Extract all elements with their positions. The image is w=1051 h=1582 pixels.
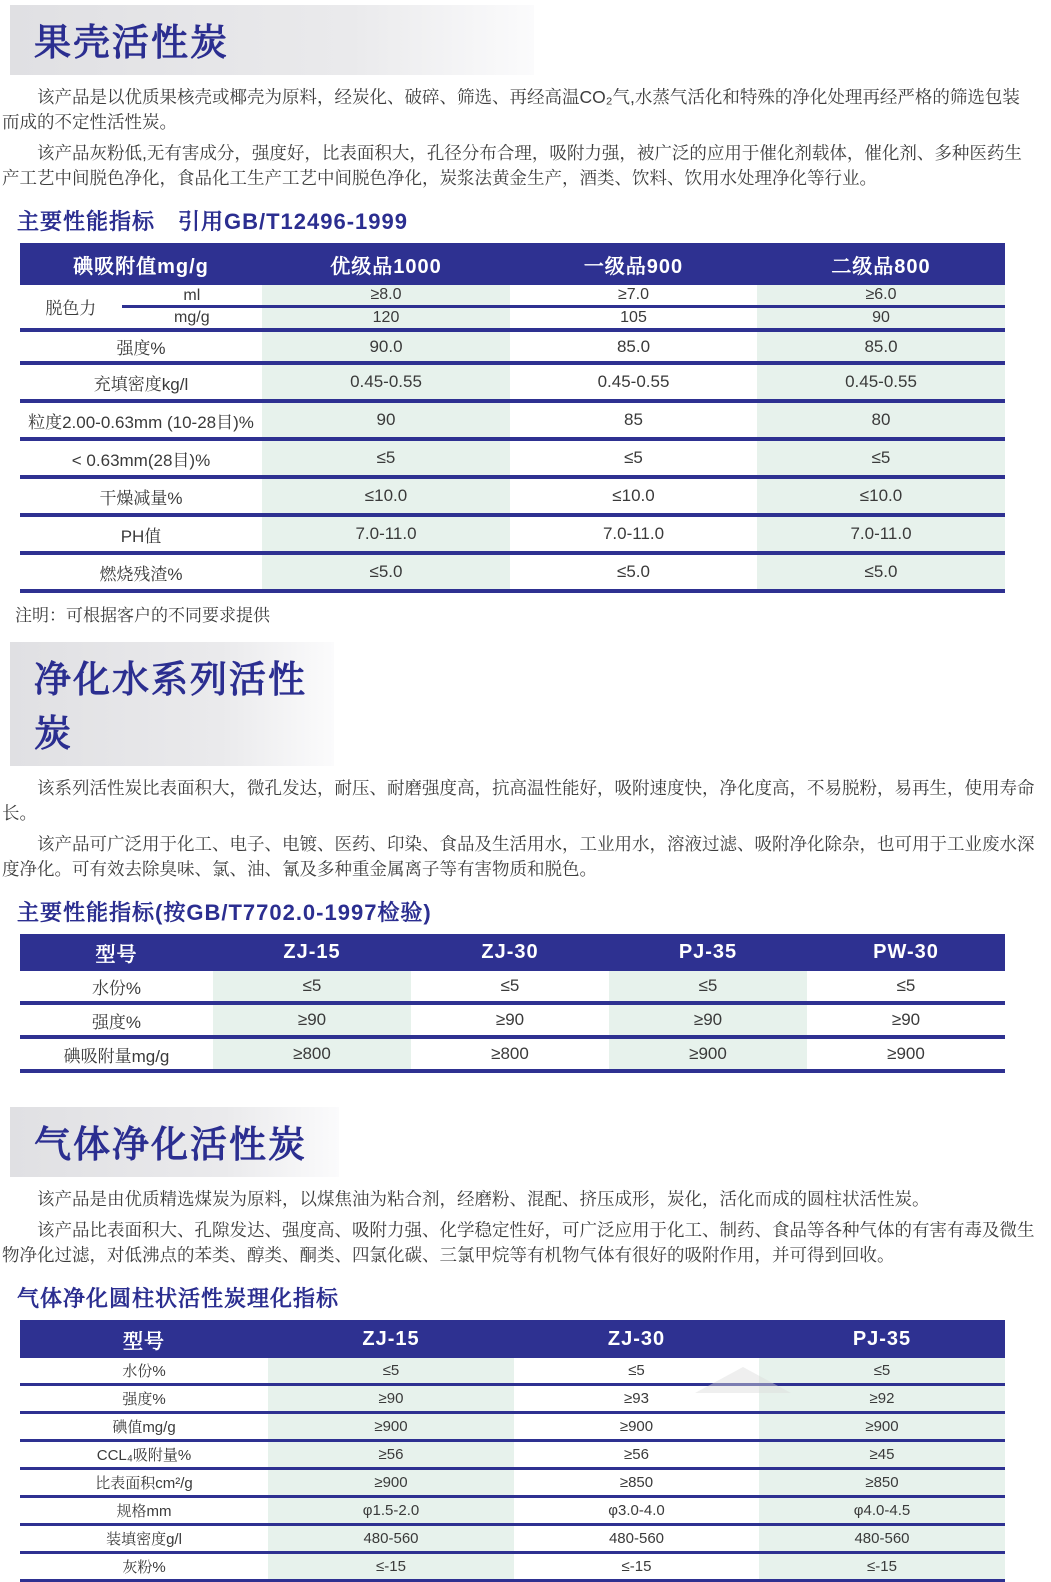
cell-value: ≤5 [510, 439, 757, 477]
spec-table-shell-carbon [20, 243, 1005, 593]
row-label: 强度% [20, 330, 262, 363]
cell-value: ≥900 [514, 1413, 759, 1441]
section-paragraph: 该产品是由优质精选煤炭为原料，以煤焦油为粘合剂，经磨粉、混配、挤压成形，炭化，活化而成的圆柱状活性炭。 [37, 1189, 930, 1209]
cell-value: ≥850 [514, 1469, 759, 1497]
cell-value: ≤5.0 [757, 553, 1005, 591]
cell-value: φ1.5-2.0 [268, 1497, 514, 1525]
cell-value: 480-560 [514, 1525, 759, 1553]
section-paragraph: 该产品灰粉低,无有害成分，强度好，比表面积大，孔径分布合理，吸附力强，被广泛的应用于催化剂载体，催化剂、多种医药生产工艺中间脱色净化，食品化工生产工艺中间脱色净化，炭浆法黄金生产，酒类、饮料、饮用水处理净化等行业。 [2, 143, 1022, 188]
table-row [20, 285, 1005, 307]
cell-value: 7.0-11.0 [757, 515, 1005, 553]
cell-value: ≤5.0 [262, 553, 510, 591]
table-row [20, 1385, 1005, 1413]
cell-value: ≥90 [411, 1003, 609, 1037]
cell-value: ≥92 [759, 1385, 1005, 1413]
section-paragraph: 该产品可广泛用于化工、电子、电镀、医药、印染、食品及生活用水，工业用水，溶液过滤、吸附净化除杂，也可用于工业废水深度净化。可有效去除臭味、氯、油、氰及多种重金属离子等有害物质和脱色。 [2, 834, 1035, 879]
cell-value: ≥90 [609, 1003, 807, 1037]
cell-value: ≤10.0 [510, 477, 757, 515]
cell-value: ≤5 [757, 439, 1005, 477]
cell-value: 480-560 [759, 1525, 1005, 1553]
table-row [20, 1358, 1005, 1385]
cell-value: 85.0 [757, 330, 1005, 363]
note-text: 注明：可根据客户的不同要求提供 [15, 606, 270, 625]
cell-value: ≤5 [759, 1358, 1005, 1385]
cell-value: ≤-15 [268, 1553, 514, 1581]
cell-value: ≥800 [411, 1037, 609, 1071]
cell-value: ≤5.0 [510, 553, 757, 591]
column-header: 优级品1000 [262, 243, 510, 285]
cell-value: ≥56 [268, 1441, 514, 1469]
cell-value: ≥90 [213, 1003, 411, 1037]
table-row [20, 477, 1005, 515]
cell-value: ≥7.0 [510, 285, 757, 307]
table-row [20, 553, 1005, 591]
row-label: 强度% [20, 1385, 268, 1413]
cell-value: ≤5 [411, 971, 609, 1003]
cell-value: ≥45 [759, 1441, 1005, 1469]
cell-value: ≥800 [213, 1037, 411, 1071]
cell-value: ≥900 [759, 1413, 1005, 1441]
table-row [20, 1553, 1005, 1581]
row-label: 灰粉% [20, 1553, 268, 1581]
row-label: 脱色力 [45, 299, 97, 318]
cell-value: ≤5 [609, 971, 807, 1003]
row-label: 装填密度g/l [20, 1525, 268, 1553]
cell-value: ≤5 [514, 1358, 759, 1385]
section-title-shell-carbon: 果壳活性炭 [10, 5, 534, 75]
cell-value: ≤-15 [759, 1553, 1005, 1581]
cell-value: 90 [757, 307, 1005, 331]
table-row [20, 1497, 1005, 1525]
section-gas-carbon [0, 1107, 1051, 1582]
cell-value: 85.0 [510, 330, 757, 363]
column-header: PJ-35 [759, 1320, 1005, 1358]
cell-value: ≥900 [268, 1413, 514, 1441]
section-title-gas-carbon: 气体净化活性炭 [10, 1107, 339, 1177]
cell-value: 90.0 [262, 330, 510, 363]
row-label: 水份% [20, 1358, 268, 1385]
section-paragraph: 该产品是以优质果核壳或椰壳为原料，经炭化、破碎、筛选、再经高温CO₂气,水蒸气活化和特殊的净化处理再经严格的筛选包装而成的不定性活性炭。 [2, 87, 1020, 132]
cell-value: 90 [262, 401, 510, 439]
section-water-carbon [0, 642, 1051, 1073]
cell-value: ≤10.0 [757, 477, 1005, 515]
row-label: 强度% [20, 1003, 213, 1037]
spec-table-water-carbon [20, 934, 1005, 1073]
document-page [0, 5, 1051, 1576]
row-label: < 0.63mm(28目)% [20, 439, 262, 477]
cell-value: ≤-15 [514, 1553, 759, 1581]
row-label-decolor [20, 285, 262, 330]
table-row [20, 1441, 1005, 1469]
row-label: 粒度2.00-0.63mm (10-28目)% [20, 401, 262, 439]
row-label: 碘吸附量mg/g [20, 1037, 213, 1071]
row-label: 碘值mg/g [20, 1413, 268, 1441]
cell-value: 85 [510, 401, 757, 439]
cell-value: ≥900 [609, 1037, 807, 1071]
table-row [20, 1413, 1005, 1441]
section-paragraph: 该系列活性炭比表面积大，微孔发达，耐压、耐磨强度高，抗高温性能好，吸附速度快，净化度高，不易脱粉，易再生，使用寿命长。 [2, 778, 1035, 823]
table-subtitle: 主要性能指标 引用GB/T12496-1999 [17, 209, 408, 234]
column-header: ZJ-15 [213, 934, 411, 971]
cell-value: ≤5 [268, 1358, 514, 1385]
column-header: 一级品900 [510, 243, 757, 285]
column-header: 碘吸附值mg/g [20, 243, 262, 285]
table-subtitle: 主要性能指标(按GB/T7702.0-1997检验) [17, 900, 432, 925]
cell-value: ≥900 [807, 1037, 1005, 1071]
cell-value: ≥900 [268, 1469, 514, 1497]
sub-label: ml [122, 286, 262, 308]
sub-label: mg/g [174, 308, 210, 326]
table-header-row [20, 243, 1005, 285]
cell-value: ≤5 [807, 971, 1005, 1003]
cell-value: 7.0-11.0 [510, 515, 757, 553]
row-label: 规格mm [20, 1497, 268, 1525]
column-header: 二级品800 [757, 243, 1005, 285]
row-label: 比表面积cm²/g [20, 1469, 268, 1497]
table-header-row [20, 934, 1005, 971]
table-row [20, 515, 1005, 553]
decolor-sublabels [122, 286, 262, 327]
row-label: 干燥减量% [20, 477, 262, 515]
column-header: ZJ-15 [268, 1320, 514, 1358]
column-header: 型号 [20, 1320, 268, 1358]
column-header: PW-30 [807, 934, 1005, 971]
row-label: 燃烧残渣% [20, 553, 262, 591]
cell-value: ≥90 [807, 1003, 1005, 1037]
table-row [20, 971, 1005, 1003]
table-row [20, 363, 1005, 401]
section-paragraph: 该产品比表面积大、孔隙发达、强度高、吸附力强、化学稳定性好，可广泛应用于化工、制药、食品等各种气体的有害有毒及微生物净化过滤，对低沸点的苯类、醇类、酮类、四氯化碳、三氯甲烷等有机物气体有很好的吸附作用，并可得到回收。 [2, 1220, 1035, 1265]
section-title-water-carbon: 净化水系列活性炭 [10, 642, 334, 766]
cell-value: ≥8.0 [262, 285, 510, 307]
cell-value: ≥90 [268, 1385, 514, 1413]
cell-value: φ3.0-4.0 [514, 1497, 759, 1525]
row-label: PH值 [20, 515, 262, 553]
decolor-split [20, 286, 262, 327]
cell-value: ≥850 [759, 1469, 1005, 1497]
table-row [20, 1469, 1005, 1497]
cell-value: ≥93 [514, 1385, 759, 1413]
row-label: 充填密度kg/l [20, 363, 262, 401]
table-row [20, 330, 1005, 363]
table-subtitle: 气体净化圆柱状活性炭理化指标 [17, 1286, 340, 1311]
cell-value: 0.45-0.55 [510, 363, 757, 401]
column-header: ZJ-30 [514, 1320, 759, 1358]
cell-value: 0.45-0.55 [262, 363, 510, 401]
column-header: ZJ-30 [411, 934, 609, 971]
table-row [20, 1525, 1005, 1553]
table-row [20, 1003, 1005, 1037]
table-row [20, 401, 1005, 439]
cell-value: ≤5 [262, 439, 510, 477]
cell-value: φ4.0-4.5 [759, 1497, 1005, 1525]
row-label: 水份% [20, 971, 213, 1003]
row-label: CCL₄吸附量% [20, 1441, 268, 1469]
cell-value: ≥56 [514, 1441, 759, 1469]
cell-value: ≤5 [213, 971, 411, 1003]
cell-value: ≤10.0 [262, 477, 510, 515]
watermark-arrow [695, 1367, 791, 1393]
cell-value: 7.0-11.0 [262, 515, 510, 553]
section-shell-carbon [0, 5, 1051, 626]
cell-value: ≥6.0 [757, 285, 1005, 307]
cell-value: 480-560 [268, 1525, 514, 1553]
table-row [20, 439, 1005, 477]
cell-value: 0.45-0.55 [757, 363, 1005, 401]
spec-table-gas-carbon [20, 1320, 1005, 1582]
column-header: 型号 [20, 934, 213, 971]
cell-value: 120 [262, 307, 510, 331]
table-header-row [20, 1320, 1005, 1358]
cell-value: 105 [510, 307, 757, 331]
table-row [20, 1037, 1005, 1071]
cell-value: 80 [757, 401, 1005, 439]
column-header: PJ-35 [609, 934, 807, 971]
